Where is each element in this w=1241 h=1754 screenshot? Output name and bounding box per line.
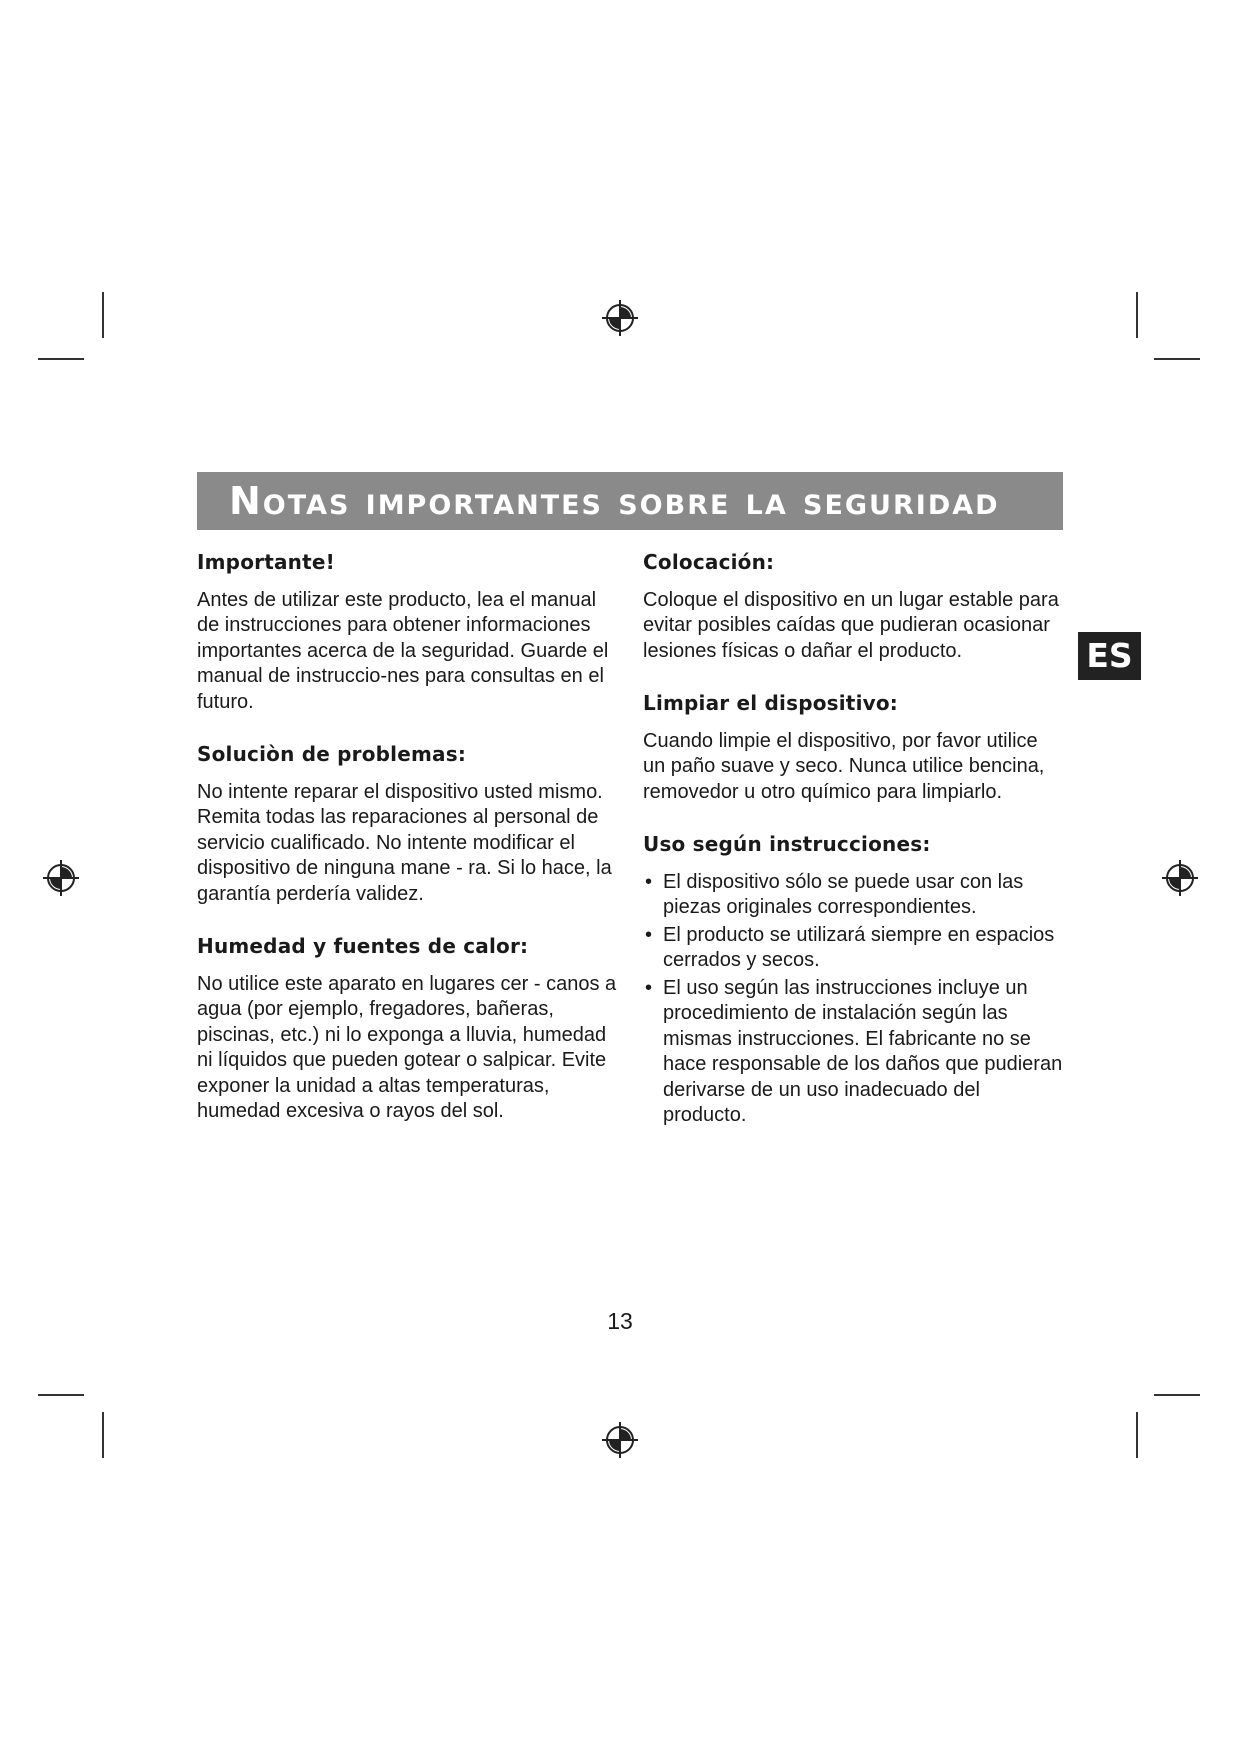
crop-mark bbox=[38, 358, 84, 360]
registration-mark-icon bbox=[41, 858, 81, 898]
section-body: Cuando limpie el dispositivo, por favor utilice un paño suave y seco. Nunca utilice bencina, removedor u otro químico para limpiarlo. bbox=[643, 729, 1045, 803]
crop-mark bbox=[102, 1412, 104, 1458]
list-item: • El dispositivo sólo se puede usar con las piezas originales correspondientes. bbox=[643, 870, 1063, 921]
crop-mark bbox=[1136, 292, 1138, 338]
section-solucion bbox=[197, 742, 617, 907]
page-title: Notas importantes sobre la seguridad bbox=[197, 472, 1063, 530]
right-column bbox=[643, 550, 1063, 1156]
registration-mark-icon bbox=[600, 298, 640, 338]
section-heading: Soluciòn de problemas: bbox=[197, 742, 467, 766]
section-body: Antes de utilizar este producto, lea el manual de instrucciones para obtener informaciones importantes acerca de la seguridad. Guarde el manual de instruccio-nes para consultas en el futuro. bbox=[197, 588, 609, 713]
section-colocacion bbox=[643, 550, 1063, 664]
crop-mark bbox=[1136, 1412, 1138, 1458]
section-body: Coloque el dispositivo en un lugar estable para evitar posibles caídas que pudieran ocasionar lesiones físicas o dañar el producto. bbox=[643, 588, 1059, 662]
page-number: 13 bbox=[607, 1308, 633, 1334]
section-uso bbox=[643, 832, 1063, 1129]
section-heading: Uso según instrucciones: bbox=[643, 832, 931, 856]
language-badge: ES bbox=[1078, 632, 1141, 680]
registration-mark-icon bbox=[600, 1420, 640, 1460]
section-heading: Humedad y fuentes de calor: bbox=[197, 934, 529, 958]
crop-mark bbox=[38, 1394, 84, 1396]
registration-mark-icon bbox=[1160, 858, 1200, 898]
crop-mark bbox=[1154, 1394, 1200, 1396]
section-body: No intente reparar el dispositivo usted mismo. Remita todas las reparaciones al personal de servicio cualificado. No intente modificar el dispositivo de ninguna mane - ra. Si lo hace, la garantía perdería validez. bbox=[197, 780, 612, 905]
section-heading: Colocación: bbox=[643, 550, 775, 574]
section-importante bbox=[197, 550, 617, 715]
list-item: • El producto se utilizará siempre en espacios cerrados y secos. bbox=[643, 923, 1063, 974]
crop-mark bbox=[1154, 358, 1200, 360]
section-body: No utilice este aparato en lugares cer - canos a agua (por ejemplo, fregadores, bañeras, piscinas, etc.) ni lo exponga a lluvia, humedad ni líquidos que pueden gotear o salpicar. Evite exponer la unidad a altas temperaturas, humedad excesiva o rayos del sol. bbox=[197, 972, 617, 1122]
section-limpiar bbox=[643, 691, 1063, 805]
section-heading: Importante! bbox=[197, 550, 335, 574]
section-humedad bbox=[197, 934, 617, 1125]
left-column bbox=[197, 550, 617, 1152]
list-item: • El uso según las instrucciones incluye un procedimiento de instalación según las mismas instrucciones. El fabricante no se hace responsable de los daños que pudieran derivarse de un uso inadecuado del producto. bbox=[643, 976, 1063, 1129]
bullet-list bbox=[643, 870, 1063, 1129]
crop-mark bbox=[102, 292, 104, 338]
section-heading: Limpiar el dispositivo: bbox=[643, 691, 899, 715]
